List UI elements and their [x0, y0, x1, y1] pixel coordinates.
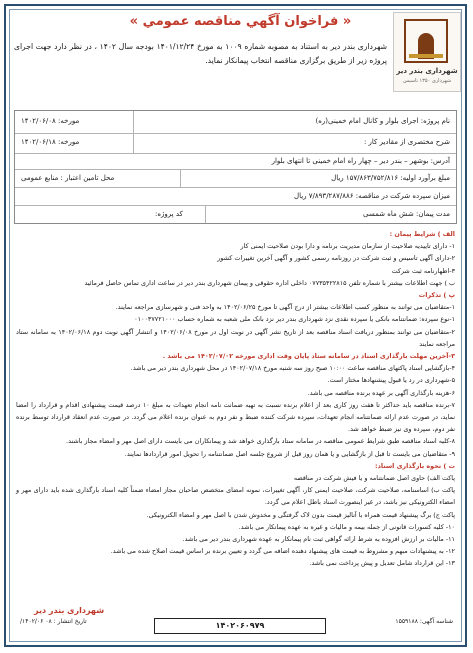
deadline-note: ۳-آخرین مهلت بارگذاری اسناد در سامانه ستاد پایان وقت اداری مورخه ۱۴۰۲/۰۷/۰۲ می باشد . — [162, 352, 455, 361]
note-item: ۸-کلیه اسناد مناقصه طبق شرایط عمومی مناقصه در سامانه ستاد بارگذاری خواهد شد و پیمانکاران می بایست دارای اصل مهر و امضاء مجاز باشند. — [66, 437, 455, 446]
contact-note: ب ) جهت اطلاعات بیشتر با شماره تلفن ۰۷۷۳۵۴۲۲۸۱۵ داخلی اداره حقوقی و پیمان شهرداری بندر دیر در ساعت اداری تماس حاصل فرمائید — [84, 278, 455, 287]
envelope-a: پاکت الف) حاوی اصل ضمانتنامه و یا فیش شرکت در مناقصه — [293, 474, 455, 483]
envelope-c: پاکت ج) برگ پیشنهاد قیمت همراه با آنالیز قیمت بدون لاک گرفتگی و مخدوش شدن با اصل مهر و امضاء الکترونیکی. — [146, 510, 455, 519]
project-name: نام پروژه: اجرای بلوار و کانال امام خمینی(ره) — [315, 117, 450, 125]
section-p-heading: پ ) تذکرات — [418, 291, 455, 300]
note-item: ۱۱- مالیات بر ارزش افزوده به شرط ارائه گواهی ثبت نام پیمانکار به عهده شهرداری بندر دیر می باشد. — [182, 535, 455, 544]
initial-estimate: مبلغ برآورد اولیه: ۱۵۷/۸۶۳/۷۵۲/۸۱۶ ریال — [331, 174, 450, 182]
funding-source: محل تامین اعتبار : منابع عمومی — [21, 174, 115, 182]
ad-number: ۱۴۰۲۰۶۰۹۷۹ — [154, 618, 326, 634]
project-address: آدرس: بوشهر – بندر دیر – چهار راه امام خمینی تا انتهای بلوار — [271, 157, 450, 165]
municipality-logo — [393, 12, 461, 92]
contract-duration: مدت پیمان: شش ماه شمسی — [363, 210, 450, 218]
tender-deposit: میزان سپرده شرکت در مناقصه: ۷/۸۹۳/۲۸۷/۸۸۶ ریال — [294, 192, 450, 200]
condition-item: ۳-اظهارنامه ثبت شرکت — [391, 266, 455, 275]
logo-subtitle: شهرداری ۱۳۵۰ تاسیس — [402, 78, 452, 84]
note-item: ۱۲- به پیشنهادات مبهم و مشروط به قیمت های پیشنهاد دهنده اضافه می گردد و تعیین برنده بر اساس قیمت اصلاح شده می باشد. — [110, 547, 455, 556]
note-item: ۷-برنده مناقصه باید حداکثر تا هفت روز کاری بعد از اعلام برنده نسبت به تهیه ضمانت نامه انجام تعهدات به مبلغ ۱۰ درصد قیمت پیشنهادی اقدام و قرارداد را امضا نماید، در صورت عدم ارائه ضمانتنامه انجام تعهدات، سپرده شرکت کننده ضبط و نفر دوم به عنوان برنده اعلام می گردد. در صورت عدم انعقاد قرارداد توسط برنده نفر دوم، سپرده وی نیز ضبط خواهد شد. — [16, 400, 455, 434]
conditions-section — [16, 228, 455, 570]
note-item: ۱-نوع سپرده: ضمانتنامه بانکی یا سپرده نقدی نزد شهرداری بندر دیر نزد بانک ملی شعبه به شماره حساب ۰۱۰۰۳۷۷۲۱۰۰۰ — [134, 315, 455, 324]
publish-info: تاریخ انتشار : ۰۸ ۱۴۰۲/۰۶/ — [20, 618, 87, 625]
work-summary: شرح مختصری از مقادیر کار : — [363, 138, 450, 146]
condition-item: ۲-دارای آگهی تاسیس و ثبت شرکت در روزنامه رسمی کشور و آگهی آخرین تغییرات کشور — [217, 254, 455, 263]
project-info-table — [14, 110, 457, 224]
envelope-b: پاکت ب) اساسنامه، صلاحیت شرکت، صلاحیت ایمنی کار، آگهی تغییرات، نمونه امضای متخصص صاحبان مجاز امضاء ضمناً کلیه اسناد بارگذاری شده باید دارای مهر و امضاء الکترونیکی نیز باشد، در غیر اینصورت اسناد باطل اعلام می گردد. — [16, 486, 455, 507]
logo-name: شهرداری بندر دیر — [396, 67, 458, 75]
logo-emblem-icon — [404, 19, 448, 63]
advertisement-page — [4, 4, 467, 647]
date-first: مورخه: ۱۴۰۲/۰۶/۰۸ — [21, 117, 80, 125]
note-item: ۱۳- این قرارداد شامل تعدیل و پیش پرداخت نمی باشد. — [309, 559, 455, 568]
note-item: ۹- متقاضیان می بایست تا قبل از بازگشایی و یا همان روز قبل از شروع جلسه اصل ضمانتنامه را تحویل امور قراردادها نمایند. — [124, 449, 455, 458]
note-item: ۱-متقاضیان می توانند به منظور کسب اطلاعات بیشتر از درج آگهی تا مورخ ۱۴۰۲/۰۶/۲۵ به واحد فنی و شهرسازی مراجعه نمایند. — [115, 303, 455, 312]
section-a-heading: الف ) شرایط پیمان : — [389, 230, 455, 238]
project-code: کد پروژه: — [155, 210, 183, 218]
condition-item: ۱- دارای تاییدیه صلاحیت از سازمان مدیریت برنامه و دارا بودن صلاحیت ایمنی کار — [240, 242, 455, 251]
date-second: مورخه: ۱۴۰۲/۰۶/۱۸ — [21, 138, 80, 146]
footer-organization: شهرداری بندر دیر — [34, 606, 105, 615]
page-title: « فراخوان آگهي مناقصه عمومي » — [129, 14, 352, 29]
ad-id: شناسه آگهی: ۱۵۵۹۱۸۸ — [395, 618, 453, 625]
note-item: ۱۰- کلیه کسورات قانونی از جمله بیمه و مالیات و غیره به عهده پیمانکار می باشد. — [238, 522, 455, 531]
section-t-heading: ت ) نحوه بارگذاری اسناد: — [375, 461, 455, 470]
note-item: ۶-هزینه بارگذاری آگهی بر عهده برنده مناقصه می باشد. — [307, 388, 455, 397]
note-item: ۴-بازگشایی اسناد پاکتهای مناقصه ساعت ۱۰:۰۰ صبح روز سه شنبه مورخ ۱۴۰۲/۰۷/۱۸ در محل شهرداری بندر دیر می باشد. — [130, 364, 455, 373]
intro-text: شهرداری بندر دیر به استناد به مصوبه شماره ۱۰۰۹ به مورخ ۱۴۰۱/۱۲/۲۴ بودجه سال ۱۴۰۲ ، در نظر دارد جهت اجرای پروژه زیر از طریق برگزاری مناقصه انتخاب پیمانکار نماید. — [14, 42, 387, 65]
note-item: ۲-متقاضیان می توانند بمنظور دریافت اسناد مناقصه بعد از تاریخ نشر آگهی در نوبت اول در مورخ ۱۴۰۲/۰۶/۰۸ و انتشار آگهی نوبت دوم ۱۴۰۲/۰۶/۱۸ به سامانه ستاد مراجعه نمایند — [16, 327, 455, 348]
note-item: ۵-شهرداری در رد یا قبول پیشنهادها مختار است. — [327, 376, 455, 385]
